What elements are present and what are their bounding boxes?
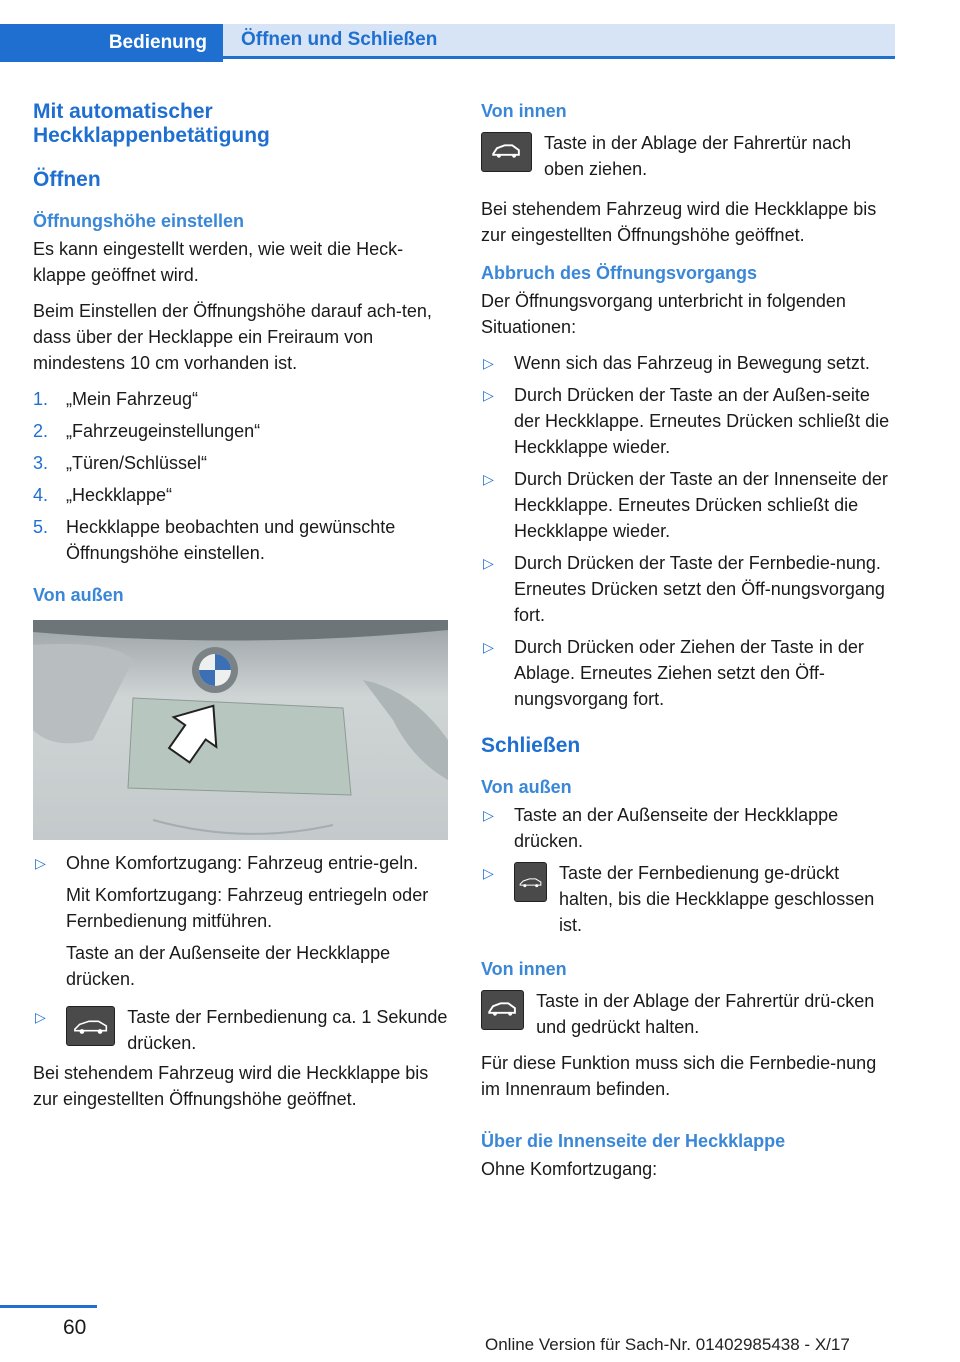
list-item xyxy=(33,450,448,476)
list-text: Durch Drücken der Taste der Fernbedie-nung. Erneutes Drücken setzt den Öff-nungsvorgang fort. xyxy=(514,553,885,625)
list-item xyxy=(481,860,895,938)
inside-text: Taste in der Ablage der Fahrertür nach oben ziehen. xyxy=(544,133,852,179)
list-item xyxy=(33,418,448,444)
step-number: 4. xyxy=(33,485,49,505)
icon-row xyxy=(481,130,895,182)
door-tailgate-button-icon xyxy=(481,132,532,172)
paragraph: Für diese Funktion muss sich die Fernbedie-nung im Innenraum befinden. xyxy=(481,1053,877,1099)
header-tabs xyxy=(0,24,895,62)
paragraph: Bei stehendem Fahrzeug wird die Heckklappe bis zur eingestellten Öffnungshöhe geöffnet. xyxy=(481,199,877,245)
remote-tailgate-button-icon xyxy=(66,1006,115,1046)
step-text: „Heckklappe“ xyxy=(66,485,173,505)
step-number: 5. xyxy=(33,517,49,537)
paragraph: Der Öffnungsvorgang unterbricht in folgenden Situationen: xyxy=(481,291,846,337)
list-text: Taste an der Außenseite der Heckklappe drücken. xyxy=(514,805,839,851)
triangle-bullet-icon: ▷ xyxy=(483,639,494,655)
tailgate-photo xyxy=(33,620,448,840)
list-item xyxy=(33,850,448,992)
heading-oeffnungshoehe: Öffnungshöhe einstellen xyxy=(33,211,245,231)
abort-list xyxy=(481,350,895,712)
paragraph: Bei stehendem Fahrzeug wird die Heckklappe bis zur eingestellten Öffnungshöhe geöffnet. xyxy=(33,1063,429,1109)
heading-von-innen: Von innen xyxy=(481,959,567,979)
remote-tailgate-button-icon xyxy=(514,862,547,902)
triangle-bullet-icon: ▷ xyxy=(483,355,494,371)
list-text: Taste der Fernbedienung ge-drückt halten, bis die Heckklappe geschlossen ist. xyxy=(559,863,875,935)
heading-innenseite: Über die Innenseite der Heckklappe xyxy=(481,1131,786,1151)
step-number: 3. xyxy=(33,453,49,473)
list-item xyxy=(481,466,895,544)
list-item xyxy=(33,1004,448,1056)
paragraph: Taste an der Außenseite der Heckklappe drücken. xyxy=(66,943,391,989)
icon-row xyxy=(66,1004,448,1056)
list-item xyxy=(481,350,895,376)
inside-close-text: Taste in der Ablage der Fahrertür drü-cken und gedrückt halten. xyxy=(536,991,875,1037)
triangle-bullet-icon: ▷ xyxy=(483,807,494,823)
close-outside-list xyxy=(481,802,895,938)
triangle-bullet-icon: ▷ xyxy=(35,1009,46,1025)
list-text: Durch Drücken der Taste an der Außen-seite der Heckklappe. Erneutes Drücken schließt die Heckklappe wieder. xyxy=(514,385,890,457)
paragraph: Es kann eingestellt werden, wie weit die Heck-klappe geöffnet wird. xyxy=(33,239,404,285)
triangle-bullet-icon: ▷ xyxy=(35,855,46,871)
list-item xyxy=(33,386,448,412)
list-item xyxy=(481,382,895,460)
heading-abbruch: Abbruch des Öffnungsvorgangs xyxy=(481,263,758,283)
tailgate-illustration xyxy=(33,620,448,840)
section-title: Mit automatischer Heckklappenbetätigung xyxy=(33,100,270,147)
triangle-bullet-icon: ▷ xyxy=(483,865,494,881)
icon-row xyxy=(514,860,895,938)
right-column xyxy=(481,100,895,1192)
step-number: 2. xyxy=(33,421,49,441)
remote-text: Taste der Fernbedienung ca. 1 Sekunde drücken. xyxy=(127,1007,448,1053)
list-item xyxy=(33,514,448,566)
page-number: 60 xyxy=(63,1316,87,1339)
step-number: 1. xyxy=(33,389,49,409)
heading-von-innen: Von innen xyxy=(481,101,567,121)
triangle-bullet-icon: ▷ xyxy=(483,555,494,571)
paragraph: Beim Einstellen der Öffnungshöhe darauf ach-ten, dass über der Hecklappe ein Freiraum von mindestens 10 cm vorhanden ist. xyxy=(33,301,432,373)
list-text: Wenn sich das Fahrzeug in Bewegung setzt. xyxy=(514,353,870,373)
icon-row xyxy=(481,988,895,1040)
left-column xyxy=(33,100,448,1122)
tab-oeffnen-schliessen[interactable]: Öffnen und Schließen xyxy=(223,24,895,59)
triangle-bullet-icon: ▷ xyxy=(483,471,494,487)
triangle-bullet-icon: ▷ xyxy=(483,387,494,403)
step-text: „Fahrzeugeinstellungen“ xyxy=(66,421,261,441)
list-item xyxy=(481,634,895,712)
paragraph: Ohne Komfortzugang: Fahrzeug entrie-geln. xyxy=(66,853,419,873)
paragraph: Mit Komfortzugang: Fahrzeug entriegeln oder Fernbedienung mitführen. xyxy=(66,885,429,931)
list-text: Durch Drücken oder Ziehen der Taste in der Ablage. Erneutes Ziehen setzt den Öff-nungsvorgang fort. xyxy=(514,637,864,709)
step-text: „Mein Fahrzeug“ xyxy=(66,389,199,409)
heading-schliessen: Schließen xyxy=(481,734,581,757)
open-outside-list xyxy=(33,850,448,1056)
heading-von-aussen: Von außen xyxy=(33,585,124,605)
list-text: Durch Drücken der Taste an der Innenseite der Heckklappe. Erneutes Drücken schließt die Heckklappe wieder. xyxy=(514,469,888,541)
list-item xyxy=(481,550,895,628)
list-item xyxy=(481,802,895,854)
tab-bedienung[interactable]: Bedienung xyxy=(0,24,223,62)
paragraph: Ohne Komfortzugang: xyxy=(481,1159,658,1179)
door-tailgate-button-icon xyxy=(481,990,524,1030)
step-text: „Türen/Schlüssel“ xyxy=(66,453,208,473)
footer-online-version: Online Version für Sach-Nr. 01402985438 - X/17 xyxy=(485,1335,850,1354)
steps-list xyxy=(33,386,448,566)
list-item xyxy=(33,482,448,508)
step-text: Heckklappe beobachten und gewünschte Öffnungshöhe einstellen. xyxy=(66,517,396,563)
heading-oeffnen: Öffnen xyxy=(33,168,101,191)
heading-von-aussen: Von außen xyxy=(481,777,572,797)
footer-rule xyxy=(0,1305,97,1308)
